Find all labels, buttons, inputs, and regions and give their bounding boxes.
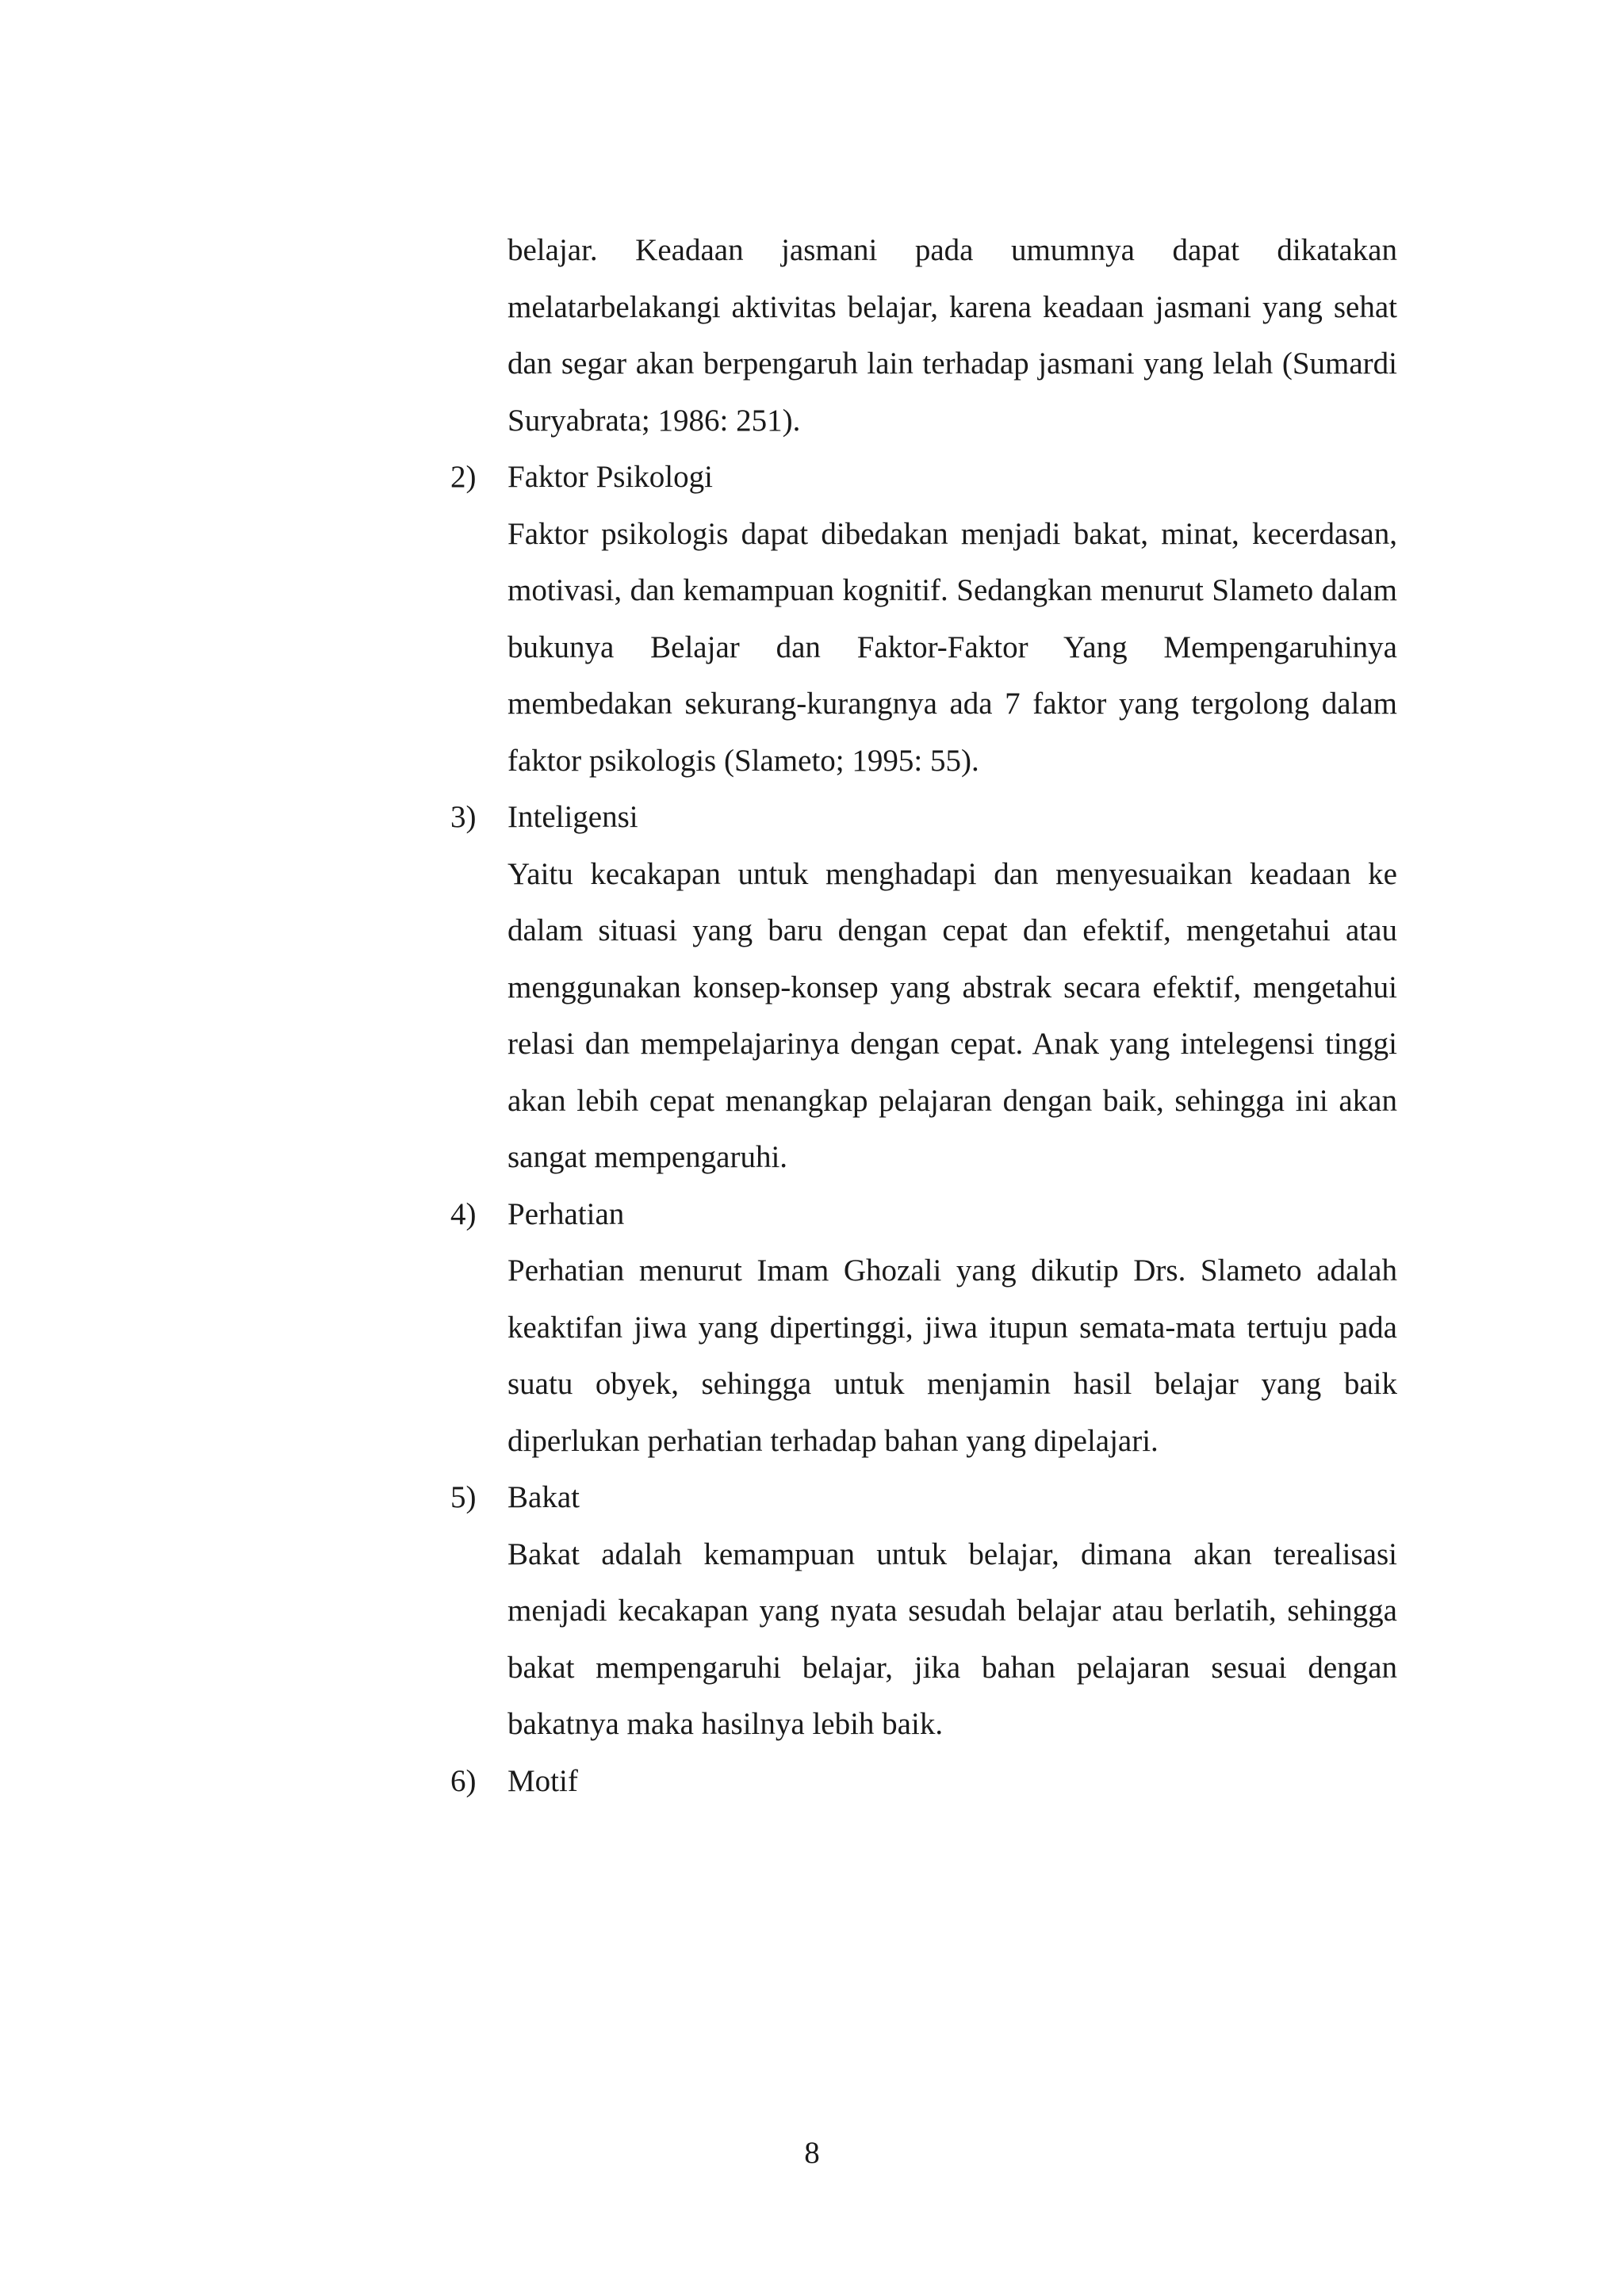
list-item-perhatian (450, 1186, 1397, 1470)
body-text (450, 222, 1397, 1809)
item-paragraph: Perhatian menurut Imam Ghozali yang dikutip Drs. Slameto adalah keaktifan jiwa yang dipertinggi, jiwa itupun semata-mata tertuju pada suatu obyek, sehingga untuk menjamin hasil belajar yang baik diperlukan perhatian terhadap bahan yang dipelajari. (508, 1253, 1397, 1458)
item-number: 3) (450, 800, 477, 834)
item-number: 4) (450, 1196, 477, 1231)
list-item-motif (450, 1753, 1397, 1810)
item-number: 2) (450, 460, 477, 494)
list-item-inteligensi (450, 789, 1397, 1186)
item-heading: Motif (508, 1763, 578, 1798)
item-number: 6) (450, 1763, 477, 1798)
list-item-faktor-psikologi (450, 449, 1397, 789)
item-paragraph: Yaitu kecakapan untuk menghadapi dan menyesuaikan keadaan ke dalam situasi yang baru dengan cepat dan efektif, mengetahui atau menggunakan konsep-konsep yang abstrak secara efektif, mengetahui relasi dan mempelajarinya dengan cepat. Anak yang intelegensi tinggi akan lebih cepat menangkap pelajaran dengan baik, sehingga ini akan sangat mempengaruhi. (508, 856, 1397, 1174)
item-paragraph: Faktor psikologis dapat dibedakan menjadi bakat, minat, kecerdasan, motivasi, dan kemampuan kognitif. Sedangkan menurut Slameto dalam bukunya Belajar dan Faktor-Faktor Yang Mempengaruhinya membedakan sekurang-kurangnya ada 7 faktor yang tergolong dalam faktor psikologis (Slameto; 1995: 55). (508, 516, 1397, 778)
page-number: 8 (804, 2136, 820, 2170)
list-item-bakat (450, 1469, 1397, 1753)
item-paragraph: Bakat adalah kemampuan untuk belajar, dimana akan terealisasi menjadi kecakapan yang nyata sesudah belajar atau berlatih, sehingga bakat mempengaruhi belajar, jika bahan pelajaran sesuai dengan bakatnya maka hasilnya lebih baik. (508, 1536, 1397, 1741)
item-number: 5) (450, 1480, 477, 1514)
intro-paragraph: belajar. Keadaan jasmani pada umumnya dapat dikatakan melatarbelakangi aktivitas belajar, karena keadaan jasmani yang sehat dan segar akan berpengaruh lain terhadap jasmani yang lelah (Sumardi Suryabrata; 1986: 251). (508, 233, 1397, 438)
item-heading: Inteligensi (508, 800, 638, 834)
item-heading: Perhatian (508, 1196, 625, 1231)
item-heading: Faktor Psikologi (508, 460, 713, 494)
item-heading: Bakat (508, 1480, 580, 1514)
